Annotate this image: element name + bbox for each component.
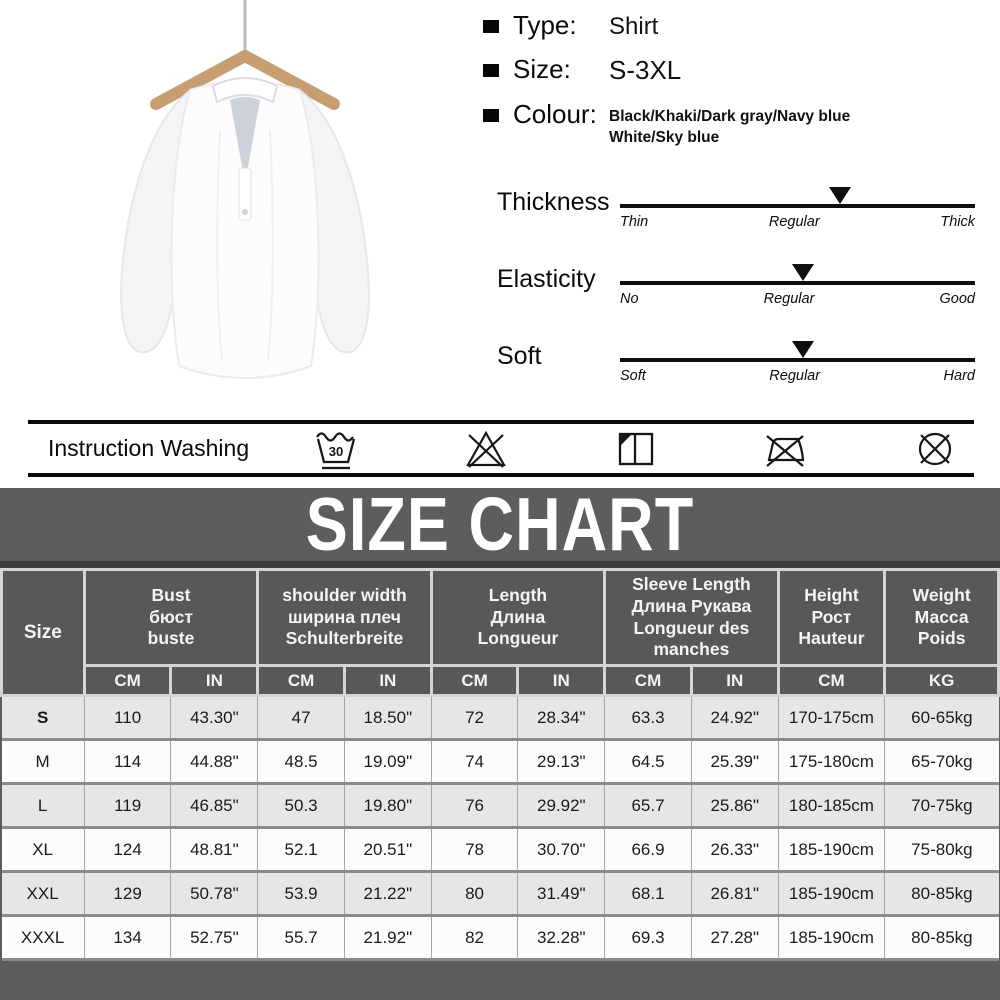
- cell: 52.75": [171, 916, 258, 960]
- colour-value: Black/Khaki/Dark gray/Navy blue White/Sky blue: [609, 108, 851, 146]
- attribute-scales: [497, 182, 975, 413]
- unit-header: CM: [258, 666, 345, 696]
- size-chart-table: [0, 568, 1000, 961]
- col-header-length: Length Длина Longueur: [431, 570, 604, 666]
- marker-triangle-icon: [792, 341, 814, 358]
- cell: 30.70": [518, 828, 605, 872]
- unit-header: CM: [778, 666, 885, 696]
- table-row: [2, 828, 999, 872]
- cell: 69.3: [605, 916, 692, 960]
- cell: 29.92": [518, 784, 605, 828]
- bullet-icon: [483, 64, 499, 77]
- cell: 46.85": [171, 784, 258, 828]
- type-row: [483, 10, 993, 41]
- cell: 19.80": [344, 784, 431, 828]
- col-header-bust: Bust бюст buste: [84, 570, 257, 666]
- size-label: Size:: [513, 54, 571, 84]
- scale-left-label: Thin: [620, 214, 649, 230]
- cell: 26.81": [691, 872, 778, 916]
- cell: 44.88": [171, 740, 258, 784]
- col-header-shoulder-width: shoulder width ширина плеч Schulterbreite: [258, 570, 431, 666]
- cell: 80-85kg: [885, 916, 999, 960]
- table-row: [2, 872, 999, 916]
- scale-right-label: Hard: [943, 368, 975, 384]
- scale-track: [620, 281, 975, 285]
- cell: 18.50": [344, 696, 431, 740]
- size-chart-title: SIZE CHART: [0, 488, 1000, 568]
- cell: 80: [431, 872, 518, 916]
- unit-header: CM: [84, 666, 171, 696]
- scale-left-label: Soft: [620, 368, 646, 384]
- cell: 119: [84, 784, 171, 828]
- size-chart-section: [0, 482, 1000, 1000]
- unit-header: CM: [605, 666, 692, 696]
- size-row: [483, 54, 993, 86]
- cell: 170-175cm: [778, 696, 885, 740]
- cell: 180-185cm: [778, 784, 885, 828]
- scale-mid-label: Regular: [763, 291, 815, 307]
- cell: 47: [258, 696, 345, 740]
- size-value: S-3XL: [609, 55, 682, 85]
- bullet-icon: [483, 20, 499, 33]
- cell: 53.9: [258, 872, 345, 916]
- cell: 19.09": [344, 740, 431, 784]
- cell: 52.1: [258, 828, 345, 872]
- header-units-row: [2, 666, 999, 696]
- cell: 21.92": [344, 916, 431, 960]
- cell: 70-75kg: [885, 784, 999, 828]
- cell: 48.5: [258, 740, 345, 784]
- scale-name: Thickness: [497, 188, 610, 216]
- cell: 110: [84, 696, 171, 740]
- unit-header: KG: [885, 666, 999, 696]
- size-cell: XXXL: [2, 916, 85, 960]
- scale-right-label: Thick: [940, 214, 975, 230]
- scale-mid-label: Regular: [768, 214, 820, 230]
- cell: 78: [431, 828, 518, 872]
- elasticity-scale: [497, 259, 975, 336]
- cell: 63.3: [605, 696, 692, 740]
- cell: 27.28": [691, 916, 778, 960]
- cell: 43.30": [171, 696, 258, 740]
- col-header-sleeve-length: Sleeve Length Длина Рукава Longueur des manches: [605, 570, 778, 666]
- header-group-row: [2, 570, 999, 666]
- colour-row: [483, 99, 993, 148]
- washing-instruction-strip: [28, 420, 974, 477]
- cell: 32.28": [518, 916, 605, 960]
- shirt-on-hanger-illustration: [30, 0, 460, 420]
- cell: 60-65kg: [885, 696, 999, 740]
- unit-header: IN: [691, 666, 778, 696]
- cell: 185-190cm: [778, 872, 885, 916]
- cell: 26.33": [691, 828, 778, 872]
- do-not-dry-clean-icon: [912, 426, 958, 472]
- size-cell: M: [2, 740, 85, 784]
- cell: 76: [431, 784, 518, 828]
- do-not-bleach-icon: [463, 426, 509, 472]
- size-cell: XXL: [2, 872, 85, 916]
- cell: 31.49": [518, 872, 605, 916]
- cell: 48.81": [171, 828, 258, 872]
- cell: 74: [431, 740, 518, 784]
- cell: 134: [84, 916, 171, 960]
- cell: 28.34": [518, 696, 605, 740]
- size-cell: S: [2, 696, 85, 740]
- do-not-iron-icon: [762, 426, 808, 472]
- unit-header: CM: [431, 666, 518, 696]
- cell: 29.13": [518, 740, 605, 784]
- svg-text:30: 30: [328, 443, 344, 459]
- cell: 66.9: [605, 828, 692, 872]
- table-row: [2, 740, 999, 784]
- size-cell: L: [2, 784, 85, 828]
- cell: 65.7: [605, 784, 692, 828]
- col-header-weight: Weight Масса Poids: [885, 570, 999, 666]
- marker-triangle-icon: [792, 264, 814, 281]
- scale-track: [620, 358, 975, 362]
- unit-header: IN: [344, 666, 431, 696]
- cell: 20.51": [344, 828, 431, 872]
- cell: 24.92": [691, 696, 778, 740]
- cell: 50.3: [258, 784, 345, 828]
- marker-triangle-icon: [829, 187, 851, 204]
- cell: 124: [84, 828, 171, 872]
- machine-wash-30-icon: [313, 426, 359, 472]
- scale-mid-label: Regular: [769, 368, 821, 384]
- size-cell: XL: [2, 828, 85, 872]
- table-row: [2, 916, 999, 960]
- cell: 175-180cm: [778, 740, 885, 784]
- cell: 64.5: [605, 740, 692, 784]
- scale-left-label: No: [620, 291, 639, 307]
- cell: 55.7: [258, 916, 345, 960]
- product-info: [483, 10, 993, 161]
- scale-name: Elasticity: [497, 265, 596, 293]
- table-row: [2, 696, 999, 740]
- cell: 129: [84, 872, 171, 916]
- cell: 50.78": [171, 872, 258, 916]
- cell: 65-70kg: [885, 740, 999, 784]
- scale-right-label: Good: [939, 291, 975, 307]
- cell: 185-190cm: [778, 828, 885, 872]
- cell: 80-85kg: [885, 872, 999, 916]
- table-row: [2, 784, 999, 828]
- colour-label: Colour:: [513, 99, 597, 129]
- dry-in-shade-icon: [613, 426, 659, 472]
- shirt-button: [242, 209, 248, 215]
- scale-track: [620, 204, 975, 208]
- cell: 82: [431, 916, 518, 960]
- cell: 114: [84, 740, 171, 784]
- cell: 25.39": [691, 740, 778, 784]
- cell: 25.86": [691, 784, 778, 828]
- cell: 75-80kg: [885, 828, 999, 872]
- type-value: Shirt: [609, 13, 659, 40]
- cell: 21.22": [344, 872, 431, 916]
- scale-name: Soft: [497, 342, 542, 370]
- cell: 68.1: [605, 872, 692, 916]
- soft-scale: [497, 336, 975, 413]
- thickness-scale: [497, 182, 975, 259]
- bullet-icon: [483, 109, 499, 122]
- cell: 185-190cm: [778, 916, 885, 960]
- type-label: Type:: [513, 10, 577, 40]
- col-header-height: Height Рост Hauteur: [778, 570, 885, 666]
- cell: 72: [431, 696, 518, 740]
- washing-label: Instruction Washing: [48, 435, 250, 461]
- unit-header: IN: [171, 666, 258, 696]
- unit-header: IN: [518, 666, 605, 696]
- shirt-photo: [30, 0, 460, 416]
- col-header-size: Size: [2, 570, 85, 696]
